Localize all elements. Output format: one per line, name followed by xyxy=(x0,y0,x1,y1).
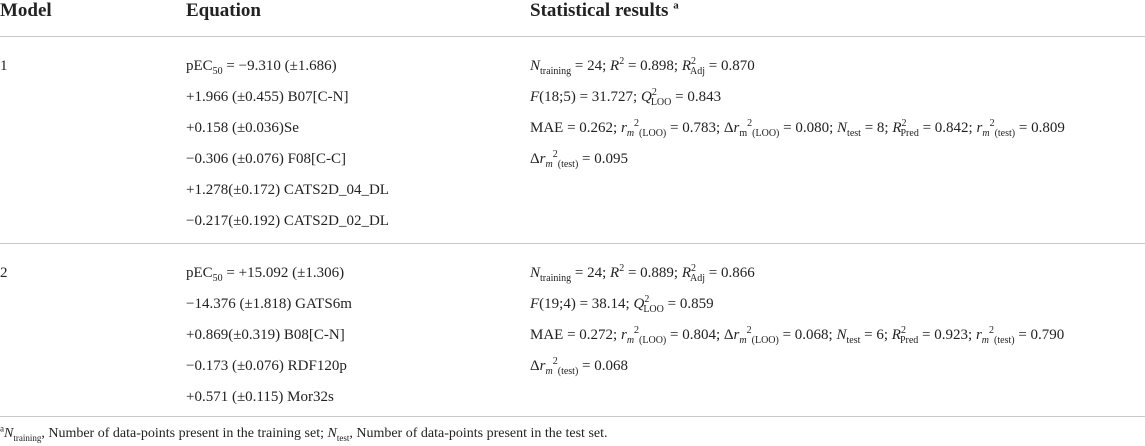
table-bottom-rule xyxy=(0,416,1145,417)
header-stats-note: a xyxy=(673,0,679,12)
equation-line: −14.376 (±1.818) GATS6m xyxy=(186,296,352,312)
equation-line: +0.571 (±0.115) Mor32s xyxy=(186,389,334,405)
model-1-number: 1 xyxy=(0,58,8,74)
header-equation: Equation xyxy=(186,0,261,21)
equation-line: +0.869(±0.319) B08[C-N] xyxy=(186,327,345,343)
stats-line: $N_{training} = 24$; $R^2 = 0.898$; $R^2_{Adj} = 0.870$ xyxy=(530,56,755,77)
model-2-number: 2 xyxy=(0,265,8,281)
stats-line: $N_{training} = 24$; $R^2 = 0.889$; $R^2_{Adj} = 0.866$ xyxy=(530,263,755,284)
header-rule xyxy=(0,36,1145,37)
equation-line: pEC$_{50}$ = +15.092 (±1.306) xyxy=(186,265,345,284)
equation-line: −0.306 (±0.076) F08[C-C] xyxy=(186,151,347,167)
equation-line: +0.158 (±0.036)Se xyxy=(186,120,299,136)
stats-line: $\Delta r_m^2_{(test)} = 0.068$ xyxy=(530,356,628,377)
equation-line: +1.278(±0.172) CATS2D_04_DL xyxy=(186,182,389,198)
table-footnote: $^aN_{training}$, Number of data-points present in the training set; $N_{test}$, Number of data-points present in the test set. xyxy=(0,423,608,443)
stats-line: $\Delta r_m^2_{(test)} = 0.095$ xyxy=(530,149,628,170)
row-rule xyxy=(0,243,1145,244)
header-stats-label: Statistical results xyxy=(530,0,669,21)
stats-line: F(18;5) = 31.727; $Q^2_{LOO} = 0.843$ xyxy=(530,87,722,108)
equation-line: −0.173 (±0.076) RDF120p xyxy=(186,358,347,374)
equation-line: +1.966 (±0.455) B07[C-N] xyxy=(186,89,349,105)
stats-line: F(19;4) = 38.14; $Q^2_{LOO} = 0.859$ xyxy=(530,294,714,315)
equation-line: −0.217(±0.192) CATS2D_02_DL xyxy=(186,213,389,229)
stats-line: MAE = 0.262; $r_m^2_{(LOO)} = 0.783$; $\Delta r_m^2_{(LOO)} = 0.080$; $N_{test} = 8$; $R^2_{Pred} = 0.842$; $r_m^2_{(test)} = 0.809$ xyxy=(530,118,1065,139)
equation-line: pEC$_{50}$ = −9.310 (±1.686) xyxy=(186,58,337,77)
stats-line: MAE = 0.272; $r_m^2_{(LOO)} = 0.804$; $\Delta r_m^2_{(LOO)} = 0.068$; $N_{test} = 6$; $R^2_{Pred} = 0.923$; $r_m^2_{(test)} = 0.790$ xyxy=(530,325,1065,346)
header-statistical-results xyxy=(530,0,679,22)
header-model: Model xyxy=(0,0,52,21)
